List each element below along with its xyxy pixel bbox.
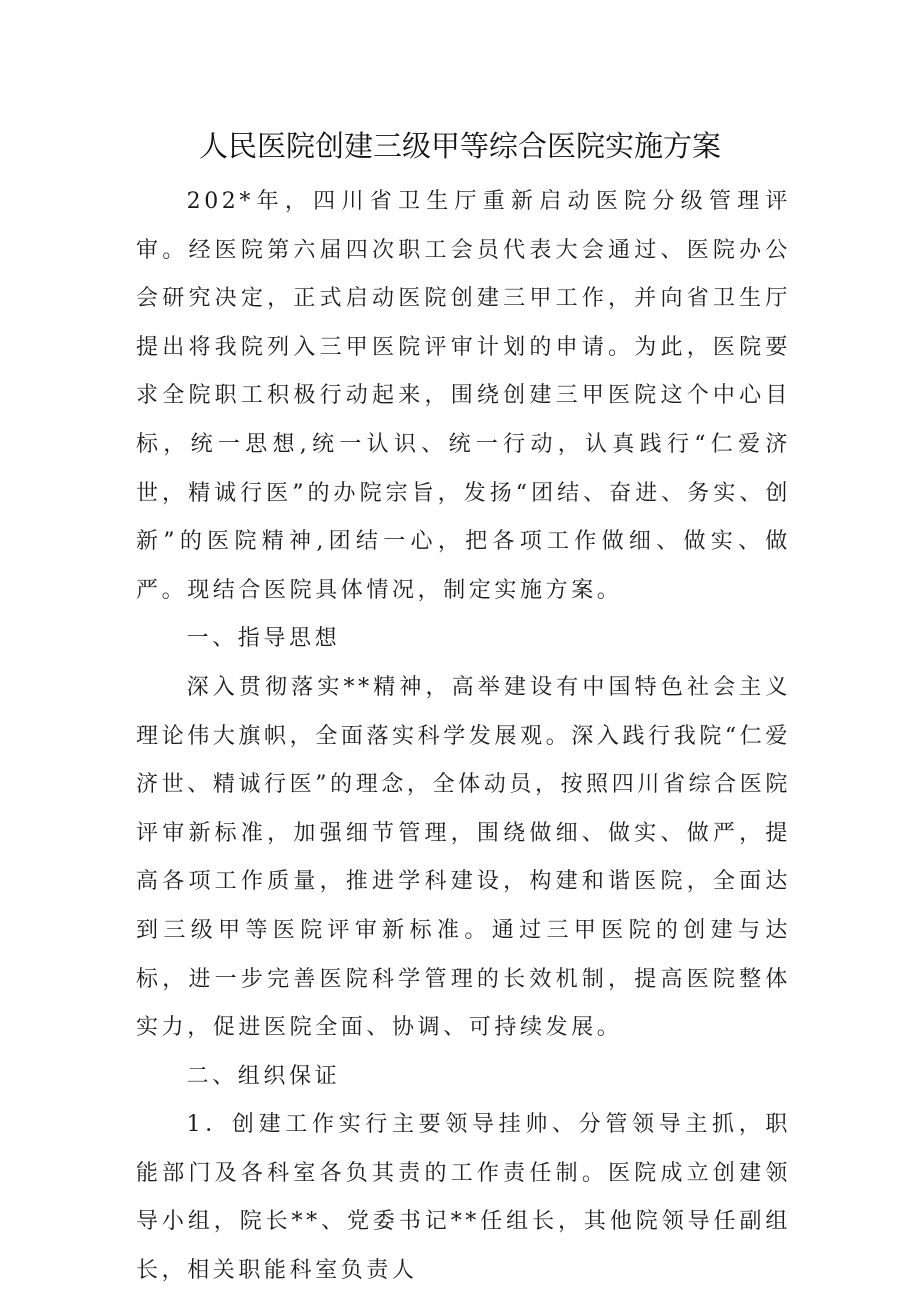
- document-title: 人民医院创建三级甲等综合医院实施方案: [198, 129, 721, 163]
- section-heading-guiding-ideology: 一、指导思想: [186, 626, 341, 652]
- section-heading-organization: 二、组织保证: [186, 1063, 341, 1089]
- paragraph-guiding-ideology: 深入贯彻落实**精神，高举建设有中国特色社会主义理论伟大旗帜，全面落实科学发展观。深入践行我院“仁爱济世、精诚行医”的理念，全体动员，按照四川省综合医院评审新标准，加强细节管理，围绕做细、做实、做严，提高各项工作质量，推进学科建设，构建和谐医院，全面达到三级甲等医院评审新标准。通过三甲医院的创建与达标，进一步完善医院科学管理的长效机制，提高医院整体实力，促进医院全面、协调、可持续发展。: [136, 674, 791, 1041]
- paragraph-intro: 202*年，四川省卫生厅重新启动医院分级管理评审。经医院第六届四次职工会员代表大会通过、医院办公会研究决定，正式启动医院创建三甲工作，并向省卫生厅提出将我院列入三甲医院评审计划的申请。为此，医院要求全院职工积极行动起来，围绕创建三甲医院这个中心目标，统一思想,统一认识、统一行动，认真践行“仁爱济世，精诚行医”的办院宗旨，发扬“团结、奋进、务实、创新”的医院精神,团结一心，把各项工作做细、做实、做严。现结合医院具体情况，制定实施方案。: [136, 189, 791, 603]
- paragraph-organization-1: 1．创建工作实行主要领导挂帅、分管领导主抓，职能部门及各科室各负其责的工作责任制。医院成立创建领导小组，院长**、党委书记**任组长，其他院领导任副组长，相关职能科室负责人: [136, 1112, 791, 1284]
- document-body: [136, 178, 791, 1296]
